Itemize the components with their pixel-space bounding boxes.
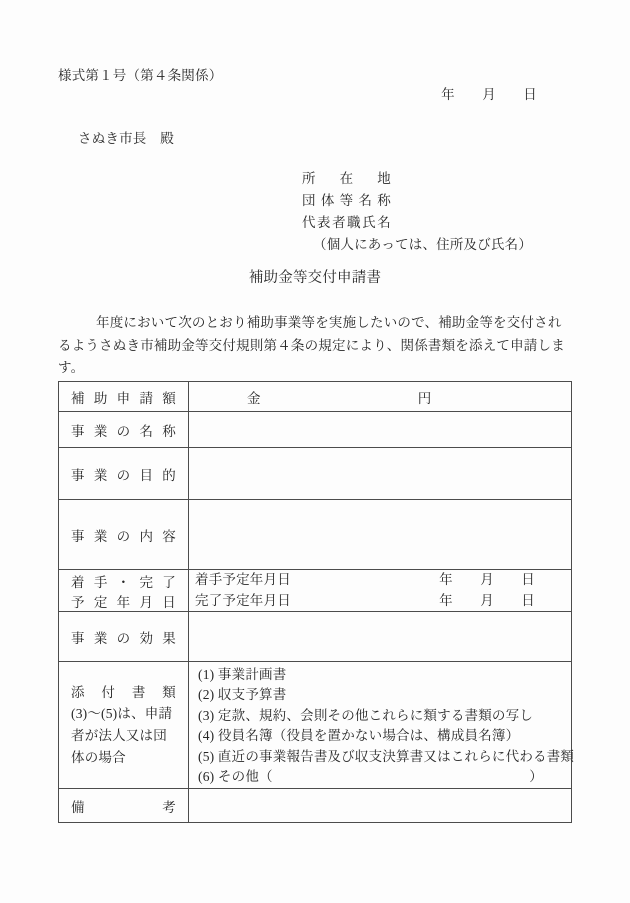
schedule-label-line1: 着 手 ・ 完 了 (71, 574, 176, 590)
representative-name-label: 代 表 者 職 氏 名 (302, 215, 391, 230)
table-row-project-content (59, 500, 572, 570)
project-purpose-label-cell (59, 448, 189, 500)
table-row-project-effect (59, 612, 572, 662)
end-date-units: 年 月 日 (439, 592, 535, 608)
table-row-schedule (59, 570, 572, 612)
project-effect-value-cell (189, 612, 572, 662)
project-purpose-label: 事 業 の 目 的 (71, 467, 176, 483)
table-row-remarks (59, 789, 572, 823)
project-content-label: 事 業 の 内 容 (71, 528, 176, 544)
end-date-label: 完了予定年月日 (195, 592, 291, 608)
attachments-label: 添 付 書 類 (71, 685, 176, 700)
attachments-label-cell (59, 662, 189, 789)
attachment-other-label: (6) その他（ (198, 769, 273, 785)
table-row-attachments (59, 662, 572, 789)
addressee-mayor: さぬき市長 殿 (78, 131, 174, 146)
attachments-note: (3)～(5)は、申請者が法人又は団体の場合 (71, 706, 173, 765)
amount-line (195, 387, 565, 407)
project-content-label-cell (59, 500, 189, 570)
amount-label-cell (59, 382, 189, 412)
project-name-label: 事 業 の 名 称 (71, 423, 176, 439)
start-date-units: 年 月 日 (439, 572, 535, 587)
project-effect-label-cell (59, 612, 189, 662)
form-number: 様式第１号（第４条関係） (58, 68, 223, 83)
address-label: 所 在 地 (302, 171, 391, 186)
date-line: 年 月 日 (441, 87, 537, 102)
schedule-end-line (195, 591, 535, 612)
body-line: す。 (58, 360, 85, 375)
amount-prefix-kin: 金 (247, 390, 261, 406)
body-line: るようさぬき市補助金等交付規則第４条の規定により、関係書類を添えて申請しま (58, 337, 565, 353)
schedule-value-cell (189, 570, 572, 612)
project-name-value-cell (189, 412, 572, 448)
table-row-project-purpose (59, 448, 572, 500)
remarks-value-cell (189, 789, 572, 823)
project-effect-label: 事 業 の 効 果 (71, 630, 176, 646)
project-name-label-cell (59, 412, 189, 448)
attachment-item-other (198, 767, 563, 787)
amount-suffix-yen: 円 (417, 390, 432, 406)
organization-name-label: 団 体 等 名 称 (302, 193, 391, 208)
amount-label: 補 助 申 請 額 (71, 390, 176, 406)
attachments-list-cell (189, 662, 575, 789)
applicant-block (302, 168, 391, 234)
body-line: 年度において次のとおり補助事業等を実施したいので、補助金等を交付され (96, 315, 562, 330)
attachment-item: (3) 定款、規約、会則その他これらに類する書類の写し (198, 707, 534, 723)
remarks-label-cell (59, 789, 189, 823)
individual-applicant-note: （個人にあっては、住所及び氏名） (313, 237, 533, 252)
schedule-label-line2: 予 定 年 月 日 (71, 594, 176, 610)
project-purpose-value-cell (189, 448, 572, 500)
attachment-item: (2) 収支予算書 (198, 687, 287, 703)
attachment-other-close-paren: ） (529, 769, 543, 785)
body-paragraph (58, 312, 574, 380)
table-row-amount (59, 382, 572, 412)
schedule-start-line (195, 570, 535, 591)
project-content-value-cell (189, 500, 572, 570)
attachment-item: (5) 直近の事業報告書及び収支決算書又はこれらに代わる書類 (198, 748, 575, 764)
document-title: 補助金等交付申請書 (248, 270, 382, 286)
remarks-label: 備 考 (71, 799, 176, 815)
schedule-label-cell (59, 570, 189, 612)
application-table (58, 381, 575, 823)
table-row-project-name (59, 412, 572, 448)
start-date-label: 着手予定年月日 (195, 572, 291, 587)
attachment-item: (1) 事業計画書 (198, 667, 287, 682)
amount-value-cell (189, 382, 572, 412)
attachment-item: (4) 役員名簿（役員を置かない場合は、構成員名簿） (198, 728, 520, 744)
